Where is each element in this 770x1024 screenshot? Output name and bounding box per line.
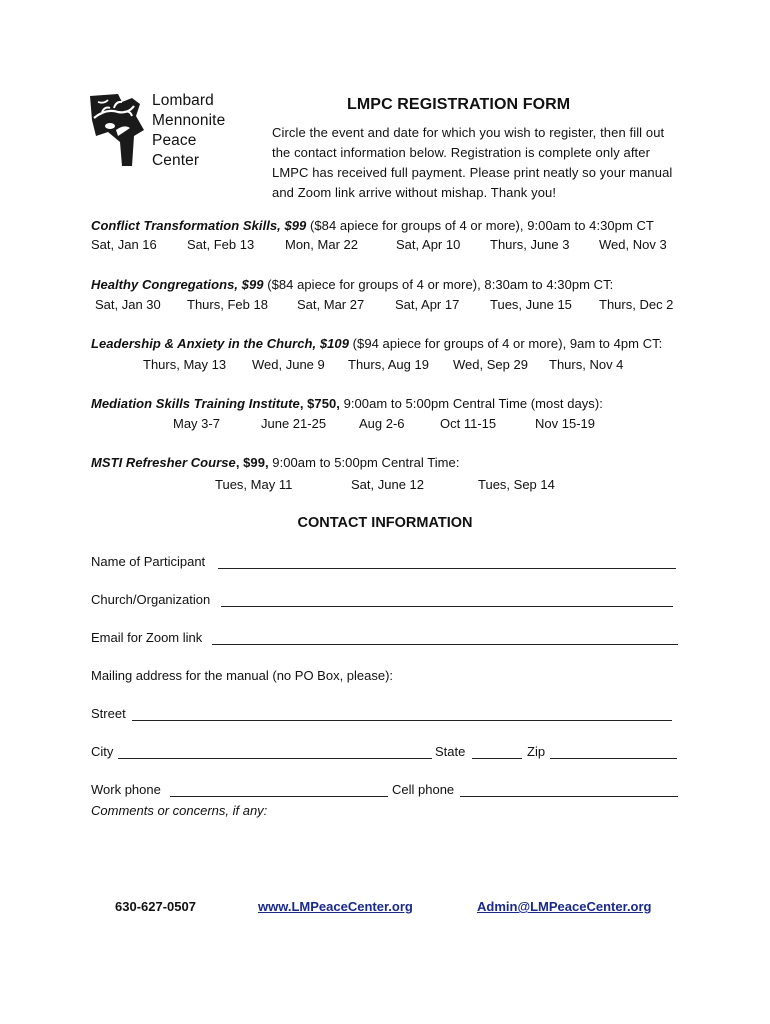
event-name: MSTI Refresher Course <box>91 455 236 470</box>
event-dates <box>0 237 770 255</box>
event-details: ($84 apiece for groups of 4 or more), 8:30am to 4:30pm CT: <box>263 277 614 292</box>
work-phone-field[interactable] <box>170 796 388 797</box>
cell-phone-label: Cell phone <box>392 782 455 797</box>
intro-paragraph: Circle the event and date for which you wish to register, then fill out the contact information below. Registration is complete only after LMPC has received full payment. Please print neatly so your manual and Zoom link arrive without mishap. Thank you! <box>272 125 673 200</box>
event-details: ($94 apiece for groups of 4 or more), 9am to 4pm CT: <box>349 336 663 351</box>
event-date-option[interactable]: Sat, Jan 16 <box>91 237 157 252</box>
event-date-option[interactable]: Thurs, June 3 <box>490 237 570 252</box>
footer-email-link[interactable]: Admin@LMPeaceCenter.org <box>477 899 652 914</box>
zip-field[interactable] <box>550 758 677 759</box>
cell-phone-field[interactable] <box>460 796 678 797</box>
event-date-option[interactable]: Tues, June 15 <box>490 297 572 312</box>
street-label: Street <box>91 706 126 721</box>
event-date-option[interactable]: Sat, June 12 <box>351 477 424 492</box>
event-heading <box>91 218 654 233</box>
event-date-option[interactable]: Sat, Apr 17 <box>395 297 460 312</box>
event-date-option[interactable]: Tues, May 11 <box>215 477 293 492</box>
participant-field[interactable] <box>218 568 676 569</box>
contact-heading: CONTACT INFORMATION <box>297 515 473 531</box>
event-details: ($84 apiece for groups of 4 or more), 9:00am to 4:30pm CT <box>306 218 654 233</box>
work-phone-label: Work phone <box>91 782 161 797</box>
footer-phone: 630-627-0507 <box>115 899 196 914</box>
event-date-option[interactable]: Thurs, May 13 <box>143 357 227 372</box>
event-date-option[interactable]: Sat, Apr 10 <box>396 237 461 252</box>
event-name: Healthy Congregations <box>91 277 235 292</box>
event-date-option[interactable]: Thurs, Dec 2 <box>599 297 674 312</box>
event-date-option[interactable]: Sat, Feb 13 <box>187 237 255 252</box>
event-date-option[interactable]: Thurs, Aug 19 <box>348 357 429 372</box>
comments-label: Comments or concerns, if any: <box>91 803 268 818</box>
city-field[interactable] <box>118 758 432 759</box>
event-date-option[interactable]: Nov 15-19 <box>535 416 595 431</box>
form-title: LMPC REGISTRATION FORM <box>347 96 571 113</box>
zip-label: Zip <box>527 744 546 759</box>
street-field[interactable] <box>132 720 672 721</box>
email-field[interactable] <box>212 644 678 645</box>
event-date-option[interactable]: Thurs, Nov 4 <box>549 357 624 372</box>
church-label: Church/Organization <box>91 592 211 607</box>
logo-wordmark <box>152 91 225 171</box>
participant-label: Name of Participant <box>91 554 206 569</box>
event-heading <box>91 396 603 411</box>
event-price: , $99 <box>234 277 264 292</box>
event-name: Mediation Skills Training Institute <box>91 396 300 411</box>
event-date-option[interactable]: Tues, Sep 14 <box>478 477 555 492</box>
event-price: , $109 <box>312 336 349 351</box>
event-date-option[interactable]: Aug 2-6 <box>359 416 405 431</box>
mailing-address-label: Mailing address for the manual (no PO Box, please): <box>91 668 394 683</box>
event-dates <box>0 357 770 375</box>
state-field[interactable] <box>472 758 522 759</box>
event-date-option[interactable]: June 21-25 <box>261 416 327 431</box>
event-date-option[interactable]: Wed, Sep 29 <box>453 357 528 372</box>
logo-line: Peace <box>152 132 197 149</box>
comments-area[interactable] <box>91 822 678 888</box>
dove-branch-icon <box>88 90 154 170</box>
event-date-option[interactable]: Oct 11-15 <box>440 416 497 431</box>
event-dates <box>0 416 770 434</box>
logo-line: Center <box>152 152 200 169</box>
event-date-option[interactable]: Thurs, Feb 18 <box>187 297 268 312</box>
event-name: Conflict Transformation Skills, $99 <box>91 218 307 233</box>
logo-line: Lombard <box>152 92 214 109</box>
logo-line: Mennonite <box>152 112 226 129</box>
event-heading <box>91 277 613 292</box>
event-date-option[interactable]: Sat, Mar 27 <box>297 297 365 312</box>
event-date-option[interactable]: May 3-7 <box>173 416 220 431</box>
event-heading <box>91 336 662 351</box>
city-label: City <box>91 744 114 759</box>
event-date-option[interactable]: Wed, Nov 3 <box>599 237 667 252</box>
event-dates <box>0 477 770 495</box>
event-date-option[interactable]: Mon, Mar 22 <box>285 237 358 252</box>
event-heading <box>91 455 460 470</box>
state-label: State <box>435 744 466 759</box>
event-name: Leadership & Anxiety in the Church <box>91 336 313 351</box>
event-details: 9:00am to 5:00pm Central Time (most days): <box>339 396 603 411</box>
event-dates <box>0 297 770 315</box>
event-price: , $750, <box>299 396 340 411</box>
event-date-option[interactable]: Sat, Jan 30 <box>95 297 161 312</box>
event-price: , $99, <box>235 455 269 470</box>
email-label: Email for Zoom link <box>91 630 203 645</box>
footer-website-link[interactable]: www.LMPeaceCenter.org <box>258 899 413 914</box>
event-details: 9:00am to 5:00pm Central Time: <box>268 455 460 470</box>
event-date-option[interactable]: Wed, June 9 <box>252 357 325 372</box>
church-field[interactable] <box>221 606 673 607</box>
